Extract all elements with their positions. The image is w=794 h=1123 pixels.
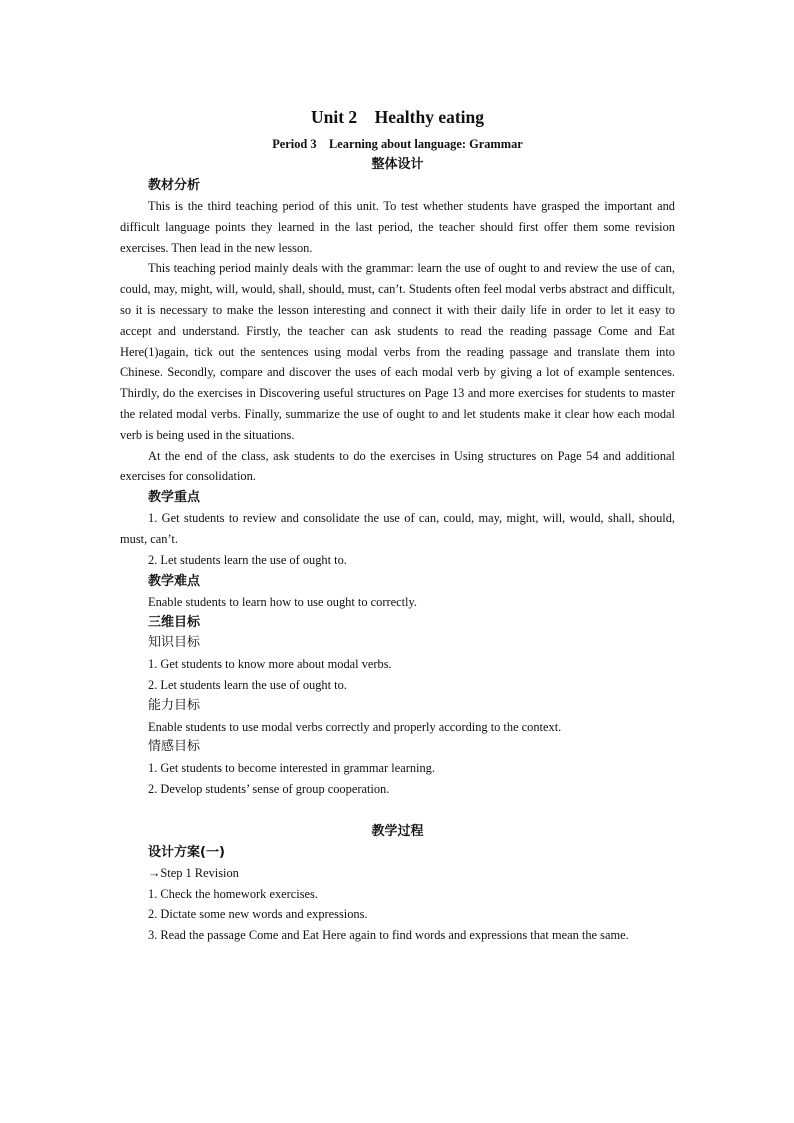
objectives-heading: 三维目标: [148, 615, 201, 631]
emotion-objective-heading: 情感目标: [148, 739, 201, 755]
difficult-point-text: Enable students to learn how to use ought to correctly.: [148, 594, 417, 609]
plan-heading: 设计方案(一): [148, 844, 225, 860]
step-heading: →Step 1 Revision: [148, 865, 239, 880]
teaching-process-heading: 教学过程: [371, 823, 424, 839]
difficult-points-heading: 教学难点: [148, 573, 201, 589]
analysis-paragraph: At the end of the class, ask students to do the exercises in Using structures on Page 54 and additional exercises for consolidation.: [120, 448, 675, 484]
ability-objective-heading: 能力目标: [148, 697, 201, 713]
period-subtitle: Period 3 Learning about language: Grammar: [272, 137, 523, 151]
key-point-item: 2. Let students learn the use of ought to.: [148, 552, 347, 567]
knowledge-objective-item: 2. Let students learn the use of ought to.: [148, 677, 347, 692]
emotion-objective-item: 1. Get students to become interested in grammar learning.: [148, 761, 435, 776]
unit-title: Unit 2 Healthy eating: [310, 107, 485, 127]
overall-design-heading: 整体设计: [371, 157, 424, 172]
analysis-paragraph: This is the third teaching period of this unit. To test whether students have grasped the important and difficult language points they learned in the last period, the teacher should first offer them some revision exercises. Then lead in the new lesson.: [120, 199, 675, 255]
revision-item: 2. Dictate some new words and expressions.: [148, 907, 368, 922]
knowledge-objective-item: 1. Get students to know more about modal verbs.: [148, 657, 392, 672]
key-point-item: 1. Get students to review and consolidate the use of can, could, may, might, will, would, shall, should, must, can’t.: [120, 511, 675, 546]
document-body: [120, 104, 675, 946]
section-spacer: [120, 800, 675, 821]
knowledge-objective-heading: 知识目标: [148, 635, 201, 651]
analysis-paragraph: This teaching period mainly deals with the grammar: learn the use of ought to and review the use of can, could, may, might, will, would, shall, should, must, can’t. Students often feel modal verbs abstract and difficult, so it is necessary to make the lesson interesting and connect it with their daily life in order to let it easy to accept and understand. Firstly, the teacher can ask students to read the reading passage Come and Eat Here(1)again, tick out the sentences using modal verbs from the reading passage and translate them into Chinese. Secondly, compare and discover the uses of each modal verb by giving a lot of example sentences. Thirdly, do the exercises in Discovering useful structures on Page 13 and more exercises for students to master the related modal verbs. Finally, summarize the use of ought to and let students make it clear how each modal verb is being used in the situations.: [120, 261, 675, 442]
key-points-heading: 教学重点: [148, 490, 201, 506]
ability-objective-text: Enable students to use modal verbs correctly and properly according to the context.: [148, 719, 562, 734]
textbook-analysis-heading: 教材分析: [148, 178, 201, 193]
revision-item: 1. Check the homework exercises.: [148, 886, 318, 901]
revision-item: 3. Read the passage Come and Eat Here again to find words and expressions that mean the same.: [148, 928, 629, 943]
emotion-objective-item: 2. Develop students’ sense of group cooperation.: [148, 781, 390, 796]
